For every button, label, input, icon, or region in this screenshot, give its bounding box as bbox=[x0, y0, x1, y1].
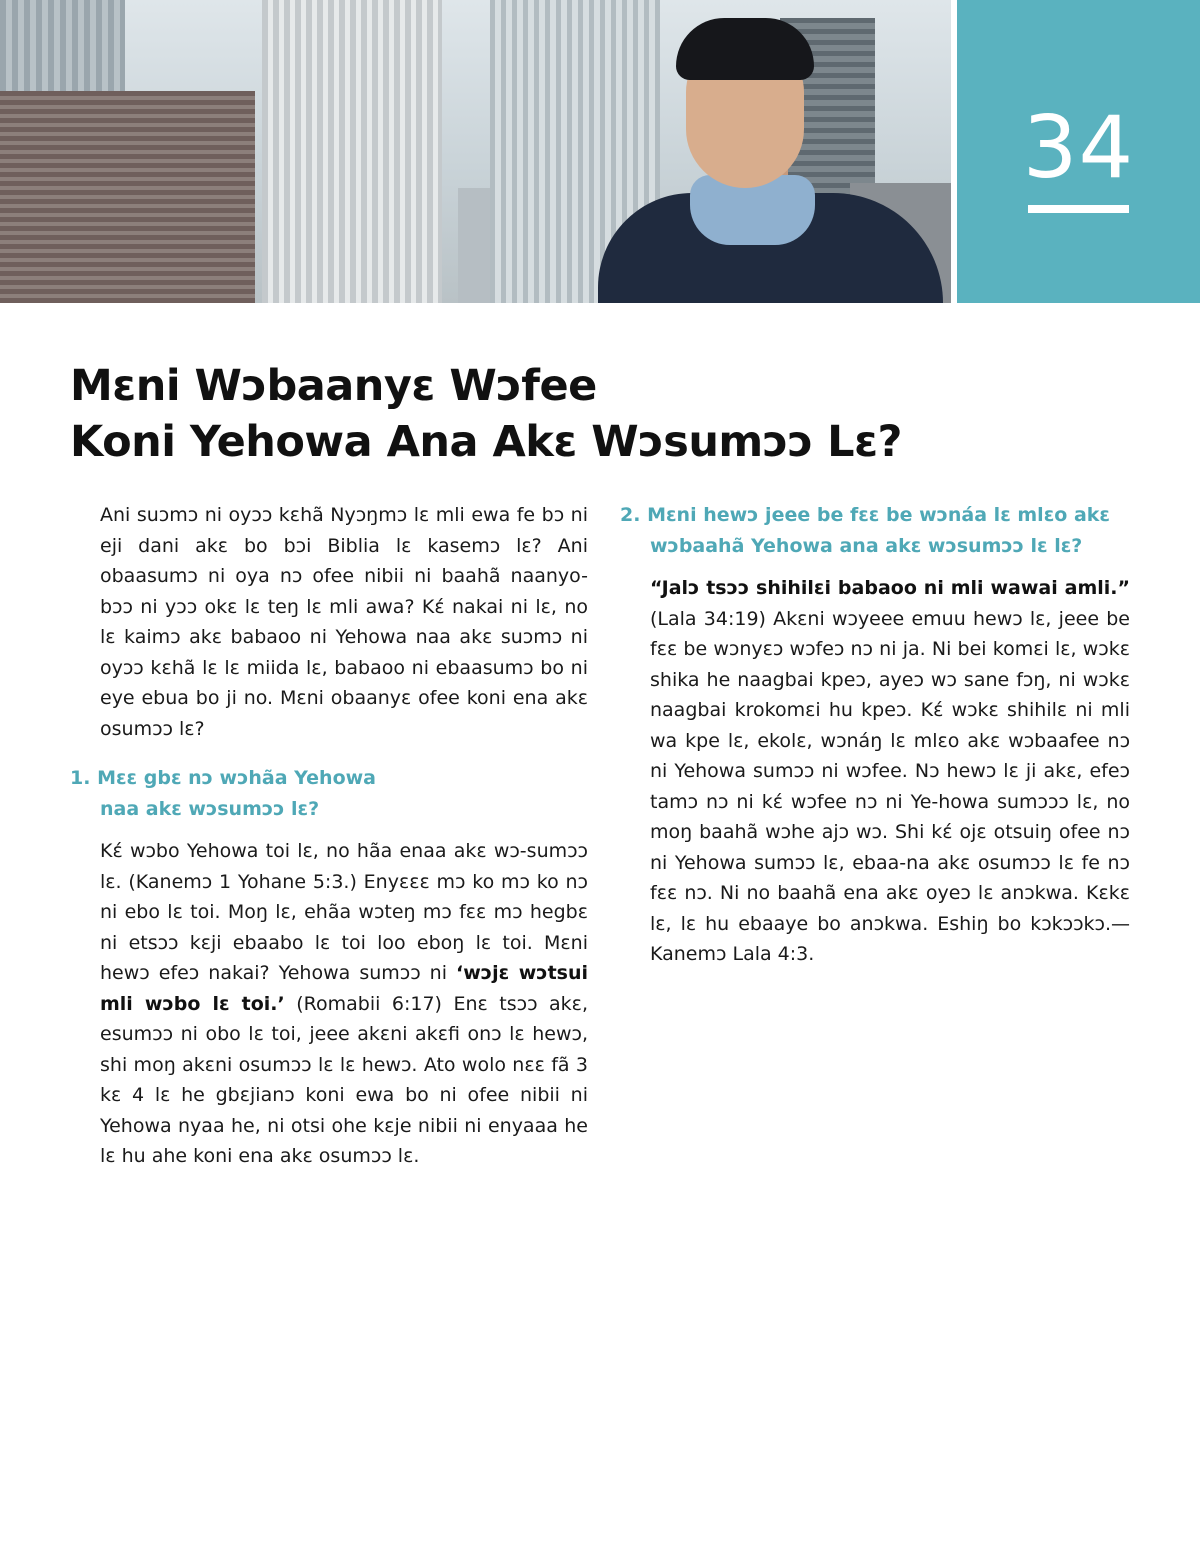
chapter-badge bbox=[957, 0, 1200, 303]
question-1-line-2: naa akɛ wɔsumɔɔ lɛ? bbox=[100, 797, 320, 820]
title-line-1: Mɛni Wɔbaanyɛ Wɔfee bbox=[70, 361, 597, 411]
right-column bbox=[620, 500, 1130, 970]
section-1-quote: ‘wɔjɛ wɔtsui mli wɔbo lɛ toi.’ bbox=[100, 962, 589, 1015]
question-2-line-2: wɔbaahã Yehowa ana akɛ wɔsumɔɔ lɛ lɛ? bbox=[650, 534, 1083, 557]
question-2-line-1: Mɛni hewɔ jeee be fɛɛ be wɔnáa lɛ mlɛo akɛ bbox=[647, 504, 1110, 526]
section-2-quote: “Jalɔ tsɔɔ shihilɛi babaoo ni mli wawai amli.” bbox=[650, 577, 1130, 599]
question-2-heading bbox=[620, 500, 1130, 561]
section-2-paragraph bbox=[620, 573, 1130, 970]
section-1-text-b: (Romabii 6:17) Enɛ tsɔɔ akɛ, esumɔɔ ni obo lɛ toi, jeee akɛni akɛfi onɔ lɛ hewɔ, shi moŋ akɛni osumɔɔ lɛ lɛ hewɔ. Ato wolo nɛɛ fã 3 kɛ 4 lɛ he gbɛjianɔ koni ewa bo ni ofee nibii ni Yehowa nyaa he, ni otsi ohe kɛje nibii ni enyaaa he lɛ hu ahe koni ena akɛ osumɔɔ lɛ. bbox=[100, 992, 588, 1167]
title-line-2: Koni Yehowa Ana Akɛ Wɔsumɔɔ Lɛ? bbox=[70, 417, 902, 467]
chapter-number: 34 bbox=[1022, 98, 1135, 198]
section-2-text: (Lala 34:19) Akɛni wɔyeee emuu hewɔ lɛ, jeee be fɛɛ be wɔnyɛɔ wɔfeɔ nɔ ni ja. Ni bei komɛi lɛ, wɔkɛ shika he naagbai kpeɔ, ayeɔ wɔ sane fɔŋ, ni wɔkɛ naagbai krokomɛi hu kpeɔ. Kɛ́ wɔkɛ shihilɛ ni mli wa kpe lɛ, ekolɛ, wɔnáŋ lɛ mlɛo akɛ wɔbaafee nɔ ni Yehowa sumɔɔ ni wɔfee. Nɔ hewɔ lɛ ji akɛ, efeɔ tamɔ nɔ ni kɛ́ wɔfee nɔ ni Ye-howa sumɔɔɔ lɛ, no moŋ baahã wɔhe ajɔ wɔ. Shi kɛ́ ojɛ otsuiŋ ofee nɔ ni Yehowa sumɔɔ lɛ, ebaa-na akɛ osumɔɔ lɛ fe nɔ fɛɛ nɔ. Ni no baahã ena akɛ oyeɔ lɛ anɔkwa. Kɛkɛ lɛ, lɛ hu ebaaye bo anɔkwa. Eshiŋ bo kɔkɔɔkɔ.—Kanemɔ Lala 4:3. bbox=[650, 607, 1130, 965]
building bbox=[262, 0, 442, 303]
chapter-underline bbox=[1028, 205, 1129, 213]
question-1-heading bbox=[70, 763, 588, 824]
hero-photo bbox=[0, 0, 951, 303]
section-1-paragraph bbox=[100, 836, 588, 1172]
question-1-number: 1. bbox=[70, 767, 91, 789]
question-1-line-1: Mɛɛ gbɛ nɔ wɔhãa Yehowa bbox=[97, 767, 377, 789]
left-column bbox=[70, 500, 589, 1172]
young-man-figure bbox=[598, 10, 943, 303]
question-2-number: 2. bbox=[620, 504, 641, 526]
building bbox=[0, 91, 255, 303]
section-1-text-a: Kɛ́ wɔbo Yehowa toi lɛ, no hãa enaa akɛ wɔ-sumɔɔ lɛ. (Kanemɔ 1 Yohane 5:3.) Enyɛɛɛ mɔ ko mɔ ko nɔ ni ebo lɛ toi. Moŋ lɛ, ehãa wɔteŋ mɔ fɛɛ mɔ hegbɛ ni etsɔɔ kɛji ebaabo lɛ toi loo eboŋ lɛ toi. Mɛni hewɔ efeɔ nakai? Yehowa sumɔɔ ni bbox=[100, 840, 588, 984]
page-title bbox=[70, 358, 1130, 470]
intro-paragraph: Ani suɔmɔ ni oyɔɔ kɛhã Nyɔŋmɔ lɛ mli ewa fe bɔ ni eji dani akɛ bo bɔi Biblia lɛ kasemɔ lɛ? Ani obaasumɔ ni oya nɔ ofee nibii ni baahã naanyo-bɔɔ ni yɔɔ okɛ lɛ teŋ lɛ mli awa? Kɛ́ nakai ni lɛ, no lɛ kaimɔ akɛ babaoo ni Yehowa naa akɛ suɔmɔ ni oyɔɔ kɛhã lɛ lɛ miida lɛ, babaoo ni ebaasumɔ bo ni eye ebua bo ji no. Mɛni obaanyɛ ofee koni ena akɛ osumɔɔ lɛ? bbox=[100, 504, 588, 740]
